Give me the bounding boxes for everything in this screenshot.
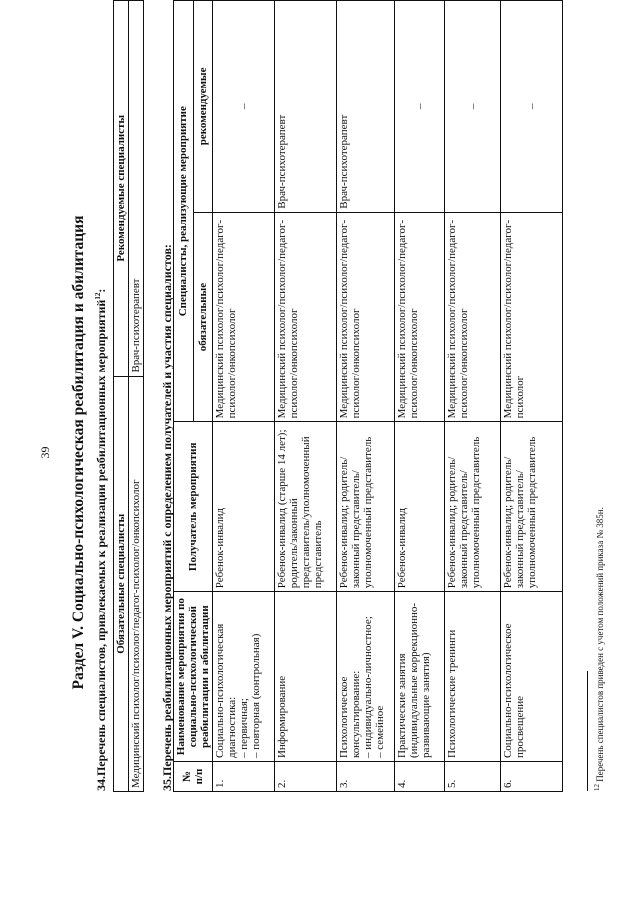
activities-table bbox=[173, 0, 563, 792]
activity-name-cell bbox=[395, 592, 445, 762]
footnote-text: Перечень специалистов приведен с учетом положений приказа № 385н. bbox=[595, 507, 605, 784]
recipient-cell: Ребенок-инвалид bbox=[395, 422, 445, 592]
section-34-heading-text: 34.Перечень специалистов, привлекаемых к реализации реабилитационных мероприятий bbox=[94, 299, 108, 791]
activity-name-cell bbox=[445, 592, 501, 762]
required-cell: Медицинский психолог/психолог/педагог-психолог bbox=[501, 212, 563, 422]
header-specialists: Специалисты, реализующие мероприятие bbox=[174, 1, 194, 422]
recommended-cell: – bbox=[395, 1, 445, 213]
section-35-heading: 35.Перечень реабилитационных мероприятий с определением получателей и участия специалистов: bbox=[160, 244, 174, 791]
footnote-reference: 12 bbox=[94, 292, 102, 300]
table-row bbox=[275, 1, 337, 792]
required-cell: Медицинский психолог/психолог/педагог-психолог/онкопсихолог bbox=[275, 212, 337, 422]
table-row bbox=[337, 1, 395, 792]
row-number: 2. bbox=[275, 762, 337, 792]
activity-subitem: – повторная (контрольная) bbox=[250, 633, 262, 759]
activity-name: Психологические тренинги bbox=[446, 629, 458, 759]
activity-name: Социально-психологическое просвещение bbox=[502, 623, 526, 759]
activity-name-cell bbox=[337, 592, 395, 762]
activity-name: Практические занятия (индивидуальные коррекционно-развивающие занятия) bbox=[396, 602, 432, 759]
activity-name-cell bbox=[213, 592, 275, 762]
row-number: 6. bbox=[501, 762, 563, 792]
footnote-divider bbox=[587, 671, 588, 791]
recommended-specialists-cell: Врач-психотерапевт bbox=[129, 1, 144, 377]
activity-name: Информирование bbox=[276, 675, 288, 759]
recommended-cell: Врач-психотерапевт bbox=[337, 1, 395, 213]
table-row bbox=[445, 1, 501, 792]
required-cell: Медицинский психолог/психолог/педагог-психолог/онкопсихолог bbox=[337, 212, 395, 422]
row-number: 5. bbox=[445, 762, 501, 792]
activity-subitem: – индивидуально-личностное; bbox=[362, 616, 374, 759]
recipient-cell: Ребенок-инвалид bbox=[213, 422, 275, 592]
specialists-table-header-row bbox=[114, 1, 129, 792]
table-row bbox=[395, 1, 445, 792]
section-title: Раздел V. Социально-психологическая реабилитация и абилитация bbox=[70, 215, 87, 690]
activity-name-cell bbox=[501, 592, 563, 762]
activity-subitem: – семейное bbox=[374, 705, 386, 759]
recipient-cell: Ребенок-инвалид; родитель/законный представитель/уполномоченный представитель bbox=[501, 422, 563, 592]
specialists-table-row bbox=[129, 1, 144, 792]
recommended-cell: – bbox=[501, 1, 563, 213]
header-number: № п/п bbox=[174, 762, 213, 792]
recommended-cell: Врач-психотерапевт bbox=[275, 1, 337, 213]
required-cell: Медицинский психолог/психолог/педагог-психолог/онкопсихолог bbox=[445, 212, 501, 422]
recommended-cell: – bbox=[213, 1, 275, 213]
activities-table-header-row bbox=[174, 1, 194, 792]
activity-name-cell bbox=[275, 592, 337, 762]
section-34-heading bbox=[94, 289, 109, 791]
row-number: 3. bbox=[337, 762, 395, 792]
header-activity-name: Наименование мероприятия по социально-психологической реабилитации и абилитации bbox=[174, 592, 213, 762]
page-number: 39 bbox=[38, 446, 52, 459]
required-cell: Медицинский психолог/психолог/педагог-психолог/онкопсихолог bbox=[395, 212, 445, 422]
header-required: обязательные bbox=[193, 212, 213, 422]
required-specialists-cell: Медицинский психолог/психолог/педагог-психолог/онкопсихолог bbox=[129, 376, 144, 791]
row-number: 1. bbox=[213, 762, 275, 792]
recipient-cell: Ребенок-инвалид (старше 14 лет); родитель/законный представитель/уполномоченный представитель bbox=[275, 422, 337, 592]
recommended-cell: – bbox=[445, 1, 501, 213]
recipient-cell: Ребенок-инвалид; родитель/законный представитель/уполномоченный представитель bbox=[445, 422, 501, 592]
recipient-cell: Ребенок-инвалид; родитель/законный представитель/уполномоченный представитель bbox=[337, 422, 395, 592]
section-34-heading-tail: : bbox=[94, 288, 108, 293]
required-cell: Медицинский психолог/психолог/педагог-психолог/онкопсихолог bbox=[213, 212, 275, 422]
activity-name: Социально-психологическая диагностика: bbox=[214, 623, 238, 759]
header-recipient: Получатель мероприятия bbox=[174, 422, 213, 592]
required-specialists-header: Обязательные специалисты bbox=[114, 376, 129, 791]
table-row bbox=[213, 1, 275, 792]
recommended-specialists-header: Рекомендуемые специалисты bbox=[114, 1, 129, 377]
activity-subitem: – первичная; bbox=[238, 698, 250, 759]
footnote bbox=[593, 507, 605, 791]
specialists-table bbox=[113, 0, 144, 792]
activity-name: Психологическое консультирование: bbox=[338, 670, 362, 759]
header-recommended: рекомендуемые bbox=[193, 1, 213, 213]
footnote-mark: 12 bbox=[593, 784, 601, 791]
table-row bbox=[501, 1, 563, 792]
row-number: 4. bbox=[395, 762, 445, 792]
